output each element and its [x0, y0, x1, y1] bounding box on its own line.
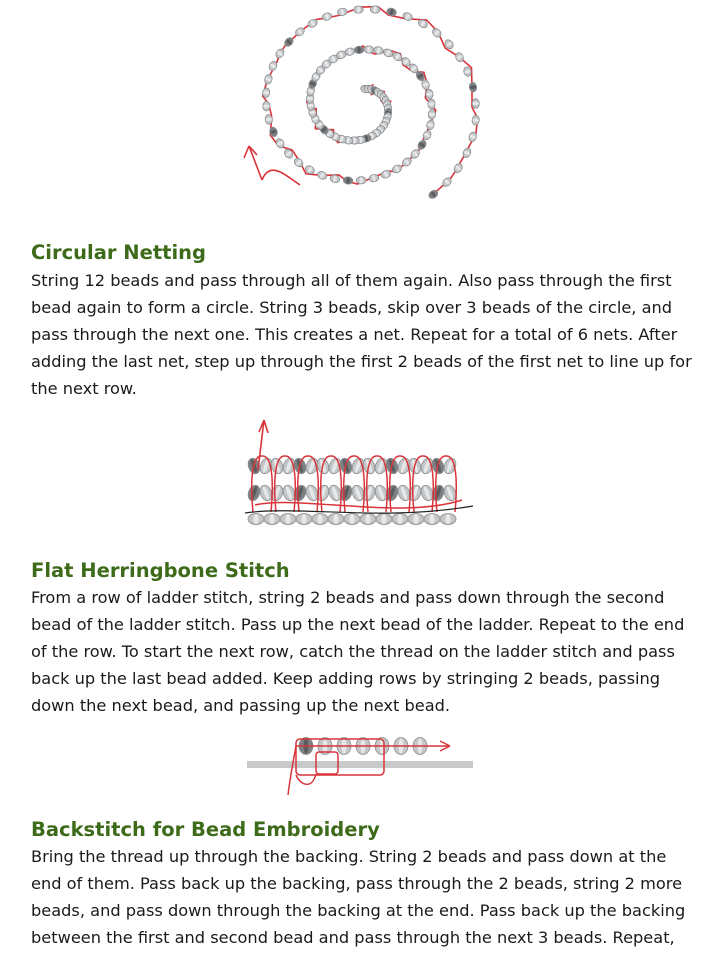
text-line: bead again to form a circle. String 3 beads, skip over 3 beads of the circle, and: [31, 298, 673, 318]
text-line: From a row of ladder stitch, string 2 beads and pass down through the second: [31, 588, 665, 607]
text-line: pass through the next one. This creates a net. Repeat for a total of 6 nets. After: [31, 325, 678, 345]
section-text-circular-netting: [31, 267, 701, 402]
text-line: down the next bead, and passing up the next bead.: [31, 696, 451, 716]
text-line: adding the last net, step up through the first 2 beads of the first net to line up for: [31, 352, 692, 372]
section-title-circular-netting: Circular Netting: [31, 241, 207, 264]
section-text-backstitch: [31, 843, 701, 951]
text-line: bead of the ladder stitch. Pass up the next bead of the ladder. Repeat to the end: [31, 615, 685, 635]
herringbone-stitch-diagram: [0, 412, 720, 537]
text-line: Bring the thread up through the backing. String 2 beads and pass down at the: [31, 847, 667, 866]
text-line: end of them. Pass back up the backing, pass through the 2 beads, string 2 more: [31, 874, 683, 894]
text-line: beads, and pass down through the backing at the end. Pass back up the backing: [31, 901, 686, 921]
text-line: of the row. To start the next row, catch the thread on the ladder stitch and pass: [31, 642, 675, 662]
backstitch-diagram: [0, 730, 720, 798]
text-line: String 12 beads and pass through all of them again. Also pass through the first: [31, 271, 672, 290]
section-text-flat-herringbone-stitch: [31, 584, 701, 719]
text-line: the next row.: [31, 379, 137, 399]
circular-netting-diagram: [0, 0, 720, 225]
text-line: back up the last bead added. Keep adding rows by stringing 2 beads, passing: [31, 669, 661, 689]
text-line: between the first and second bead and pass through the next 3 beads. Repeat,: [31, 928, 675, 948]
section-title-flat-herringbone-stitch: Flat Herringbone Stitch: [31, 559, 290, 582]
section-title-backstitch: Backstitch for Bead Embroidery: [31, 818, 380, 841]
